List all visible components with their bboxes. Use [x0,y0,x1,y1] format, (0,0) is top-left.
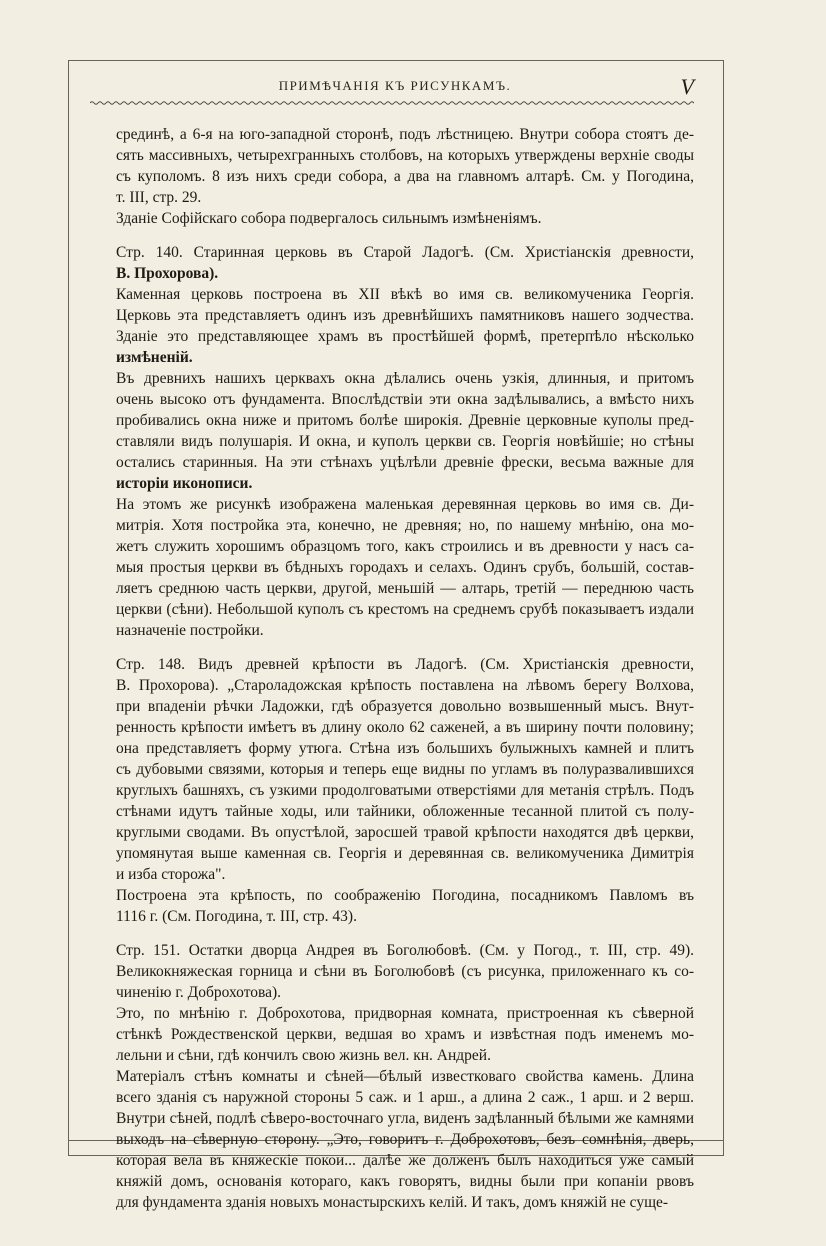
text-line: Зданіе Софійскаго собора подвергалось сильнымъ измѣненіямъ. [116,210,542,227]
text-line: остались старинныя. На эти стѣнахъ уцѣлѣли древніе фрески, весьма важные для [116,454,694,471]
text-line: назначеніе постройки. [116,622,264,639]
text-line: Построена эта крѣпость, по соображенію Погодина, посадникомъ Павломъ въ [116,887,694,904]
paragraph-p11 [116,1066,694,1213]
text-line: очень высоко отъ фундамента. Впослѣдствіи эти окна задѣлывались, а вмѣсто нихъ [116,391,694,408]
text-line: В. Прохорова). „Староладожская крѣпость поставлена на лѣвомъ берегу Волхова, [116,677,694,694]
running-title: ПРИМѢЧАНІЯ КЪ РИСУНКАМЪ. [278,78,512,93]
paragraph-p1 [116,124,694,208]
text-line: Стр. 140. Старинная церковь въ Старой Ладогѣ. (См. Христіанскія древности, [116,244,694,261]
text-line: лельни и сѣни, гдѣ кончилъ свою жизнь вел. кн. Андрей. [116,1047,491,1064]
text-line: митрія. Хотя постройка эта, конечно, не древняя; но, по нашему мнѣнію, она мо- [116,517,694,534]
paragraph-p6 [116,494,694,641]
text-line: Въ древнихъ нашихъ церквахъ окна дѣлались очень узкія, длинныя, и притомъ [116,370,694,387]
text-line: съ куполомъ. 8 изъ нихъ среди собора, а два на главномъ алтарѣ. См. у Погодина, [116,168,694,185]
text-column [116,124,694,1213]
text-line: стѣнкѣ Рождественской церкви, ведшая во храмъ и извѣстная подъ именемъ мо- [116,1026,694,1043]
text-line: для фундамента зданія новыхъ монастырскихъ келій. И такъ, домъ княжій не суще- [116,1194,669,1211]
text-line: при впаденіи рѣчки Ладожки, гдѣ образуется довольно возвышенный мысъ. Внут- [116,698,694,715]
text-line: упомянутая выше каменная св. Георгія и деревянная св. великомученика Димитрія [116,845,694,862]
text-line: стѣнами идутъ тайные ходы, или тайники, обложенные тесанной плитой съ полу- [116,803,694,820]
paragraph-p3 [116,242,694,284]
text-line: ляетъ среднюю часть церкви, другой, меньшій — алтарь, третій — переднюю часть [116,580,694,597]
text-line: исторіи иконописи. [116,475,253,492]
text-line: всего зданія съ наружной стороны 5 саж. и 1 арш., а длина 2 саж., 1 арш. и 2 верш. [116,1089,694,1106]
text-line: Церковь эта представляетъ одинъ изъ древнѣйшихъ памятниковъ нашего зодчества. [116,307,694,324]
text-line: Зданіе это представляющее храмъ въ простѣйшей формѣ, претерпѣло нѣсколько [116,328,694,345]
text-line: Матеріалъ стѣнъ комнаты и сѣней—бѣлый известковаго свойства камень. Длина [116,1068,694,1085]
text-line: Это, по мнѣнію г. Доброхотова, придворная комната, пристроенная къ сѣверной [116,1005,694,1022]
text-line: измѣненій. [116,349,193,366]
text-line: ренность крѣпости имѣетъ въ длину около 62 саженей, а въ ширину почти половину; [116,719,694,736]
paragraph-p4 [116,284,694,368]
paragraph-p9 [116,940,694,1003]
text-line: чиненію г. Доброхотова). [116,984,282,1001]
text-line: Внутри сѣней, подлѣ сѣверо-восточнаго угла, виденъ задѣланный бѣлыми же камнями [116,1110,694,1127]
text-line: сять массивныхъ, четырехгранныхъ столбовъ, на которыхъ утверждены верхніе своды [116,147,694,164]
paragraph-p8 [116,885,694,927]
text-line: жетъ служить хорошимъ образцомъ того, какъ строились и въ древности у насъ са- [116,538,694,555]
text-line: выходъ на сѣверную сторону. „Это, говоритъ г. Доброхотовъ, безъ сомнѣнія, дверь, [116,1131,694,1148]
text-line: В. Прохорова). [116,265,219,282]
text-line: съ дубовыми связями, которыя и теперь еще видны по угламъ въ полуразвалившихся [116,761,694,778]
text-line: 1116 г. (См. Погодина, т. III, стр. 43). [116,908,357,925]
text-line: ставляли видъ полушарія. И окна, и куполъ церкви св. Георгія новѣйшіе; но стѣны [116,433,694,450]
paragraph-p10 [116,1003,694,1066]
text-line: Великокняжеская горница и сѣни въ Боголюбовѣ (съ рисунка, приложеннаго къ со- [116,963,694,980]
text-line: Стр. 151. Остатки дворца Андрея въ Боголюбовѣ. (См. у Погод., т. III, стр. 49). [116,942,694,959]
text-line: срединѣ, а 6-я на юго-западной сторонѣ, подъ лѣстницею. Внутри собора стоятъ де- [116,126,694,143]
text-line: мыя простыя церкви въ бѣдныхъ городахъ и селахъ. Одинъ срубъ, большій, состав- [116,559,694,576]
text-line: она представляетъ форму утюга. Стѣна изъ большихъ булыжныхъ камней и плитъ [116,740,694,757]
paragraph-p2 [116,208,694,229]
text-line: Каменная церковь построена въ XII вѣкѣ во имя св. великомученика Георгія. [116,286,694,303]
text-line: Стр. 148. Видъ древней крѣпости въ Ладогѣ. (См. Христіанскія древности, [116,656,694,673]
page-number: V [680,74,694,99]
text-line: круглыми сводами. Въ опустѣлой, заросшей травой крѣпости находятся двѣ церкви, [116,824,694,841]
text-line: На этомъ же рисункѣ изображена маленькая деревянная церковь во имя св. Ди- [116,496,694,513]
text-line: и изба сторожа". [116,866,226,883]
text-line: пробивались окна ниже и притомъ болѣе широкія. Древніе церковные куполы пред- [116,412,694,429]
text-line: которая вела въ княжескіе покои... далѣе же долженъ былъ находиться уже самый [116,1152,694,1169]
paragraph-p7 [116,654,694,885]
paragraph-p5 [116,368,694,494]
text-line: т. III, стр. 29. [116,189,202,206]
text-line: круглыхъ башняхъ, съ узкими продолговатыми отверстіями для метанія стрѣлъ. Подъ [116,782,694,799]
wavy-rule [90,99,694,107]
running-head [90,76,700,100]
text-line: княжій домъ, основанія котораго, какъ говорятъ, видны были при копаніи рвовъ [116,1173,694,1190]
text-line: церкви (сѣни). Небольшой куполъ съ крестомъ на среднемъ срубѣ показываетъ издали [116,601,694,618]
